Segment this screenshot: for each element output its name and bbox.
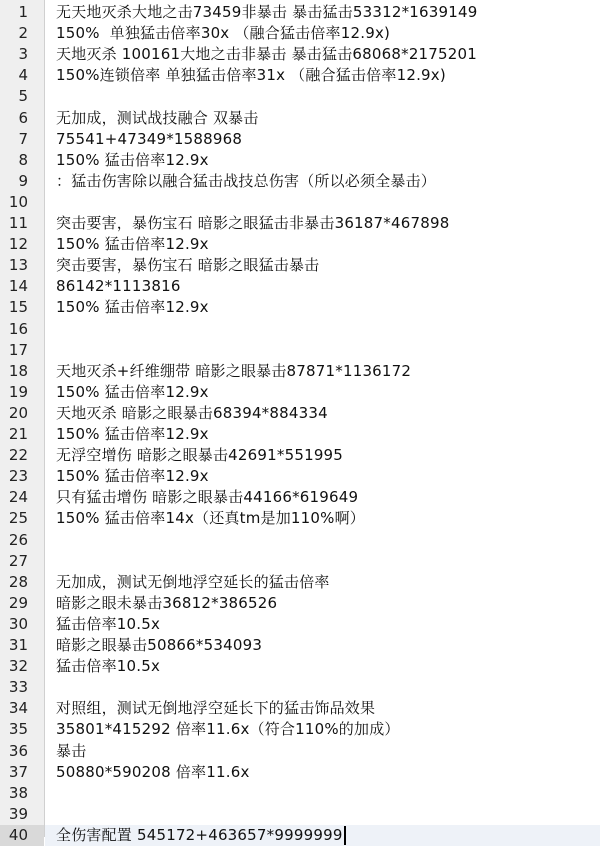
code-line[interactable]: 全伤害配置 545172+463657*9999999	[56, 825, 343, 844]
line-number: 39	[8, 804, 28, 823]
code-line[interactable]: 150% 猛击倍率12.9x	[56, 150, 209, 169]
line-number: 18	[8, 361, 28, 380]
line-number: 13	[8, 256, 28, 275]
line-number: 16	[8, 319, 28, 338]
line-number: 30	[8, 614, 28, 633]
code-line[interactable]: 150% 猛击倍率12.9x	[56, 235, 209, 254]
code-line[interactable]: ：猛击伤害除以融合猛击战技总伤害（所以必须全暴击）	[56, 171, 437, 190]
code-line[interactable]: 无浮空增伤 暗影之眼暴击42691*551995	[56, 446, 344, 465]
line-number: 20	[8, 403, 28, 422]
line-number: 12	[8, 235, 28, 254]
code-line[interactable]: 突击要害，暴伤宝石 暗影之眼猛击暴击	[56, 256, 320, 275]
code-line[interactable]: 只有猛击增伤 暗影之眼暴击44166*619649	[56, 488, 359, 507]
line-number: 19	[8, 382, 28, 401]
line-number: 4	[18, 66, 28, 85]
code-line[interactable]: 150% 猛击倍率12.9x	[56, 382, 209, 401]
code-line[interactable]: 50880*590208 倍率11.6x	[56, 762, 250, 781]
code-line[interactable]: 86142*1113816	[56, 277, 181, 296]
line-number: 11	[8, 214, 28, 232]
code-line[interactable]: 天地灭杀 100161大地之击非暴击 暴击猛击68068*2175201	[56, 45, 478, 64]
code-line[interactable]: 150% 猛击倍率12.9x	[56, 467, 209, 486]
line-number: 15	[8, 298, 28, 317]
line-number: 35	[8, 720, 28, 739]
code-line[interactable]: 暗影之眼暴击50866*534093	[56, 636, 263, 654]
code-line[interactable]: 150% 猛击倍率14x（还真tm是加110%啊）	[56, 509, 365, 528]
line-number: 3	[18, 45, 28, 64]
code-line[interactable]: 天地灭杀 暗影之眼暴击68394*884334	[56, 403, 328, 422]
code-line[interactable]: 无加成，测试无倒地浮空延长的猛击倍率	[56, 572, 330, 591]
line-number: 21	[8, 425, 28, 443]
line-number: 31	[8, 636, 28, 654]
text-caret	[344, 826, 346, 845]
code-line[interactable]: 对照组，测试无倒地浮空延长下的猛击饰品效果	[56, 699, 376, 718]
line-number: 8	[18, 150, 28, 169]
code-line[interactable]: 无天地灭杀大地之击73459非暴击 暴击猛击53312*1639149	[56, 3, 478, 21]
line-number: 14	[8, 277, 28, 296]
code-line[interactable]: 无加成，测试战技融合 双暴击	[56, 108, 259, 127]
code-line[interactable]: 35801*415292 倍率11.6x（符合110%的加成）	[56, 720, 400, 739]
code-line[interactable]: 突击要害，暴伤宝石 暗影之眼猛击非暴击36187*467898	[56, 214, 450, 232]
line-number: 17	[8, 340, 28, 359]
code-line[interactable]: 猛击倍率10.5x	[56, 614, 161, 633]
line-number: 32	[8, 657, 28, 676]
code-line[interactable]: 75541+47349*1588968	[56, 129, 243, 148]
line-number: 2	[18, 24, 28, 43]
line-number: 28	[8, 572, 28, 591]
line-number: 9	[18, 171, 28, 190]
code-line[interactable]: 暴击	[56, 741, 87, 760]
line-number: 34	[8, 699, 28, 718]
line-number: 27	[8, 551, 28, 570]
code-line[interactable]: 150% 单独猛击倍率30x （融合猛击倍率12.9x)	[56, 24, 391, 43]
line-number: 40	[8, 825, 28, 844]
line-number: 38	[8, 783, 28, 802]
line-number: 33	[8, 678, 28, 697]
code-line[interactable]: 暗影之眼未暴击36812*386526	[56, 593, 278, 612]
line-number: 36	[8, 741, 28, 760]
line-number: 37	[8, 762, 28, 781]
line-number: 26	[8, 530, 28, 549]
code-line[interactable]: 150%连锁倍率 单独猛击倍率31x （融合猛击倍率12.9x)	[56, 66, 446, 85]
line-number: 10	[8, 192, 28, 211]
code-line[interactable]: 猛击倍率10.5x	[56, 657, 161, 676]
line-number: 24	[8, 488, 28, 507]
line-number: 1	[18, 3, 28, 21]
line-number: 22	[8, 446, 28, 465]
code-line[interactable]: 天地灭杀+纤维绷带 暗影之眼暴击87871*1136172	[56, 361, 412, 380]
code-line[interactable]: 150% 猛击倍率12.9x	[56, 425, 209, 443]
line-number: 25	[8, 509, 28, 528]
line-number: 29	[8, 593, 28, 612]
line-number: 23	[8, 467, 28, 486]
line-number: 5	[18, 87, 28, 106]
code-line[interactable]: 150% 猛击倍率12.9x	[56, 298, 209, 317]
line-number: 7	[18, 129, 28, 148]
line-number: 6	[18, 108, 28, 127]
